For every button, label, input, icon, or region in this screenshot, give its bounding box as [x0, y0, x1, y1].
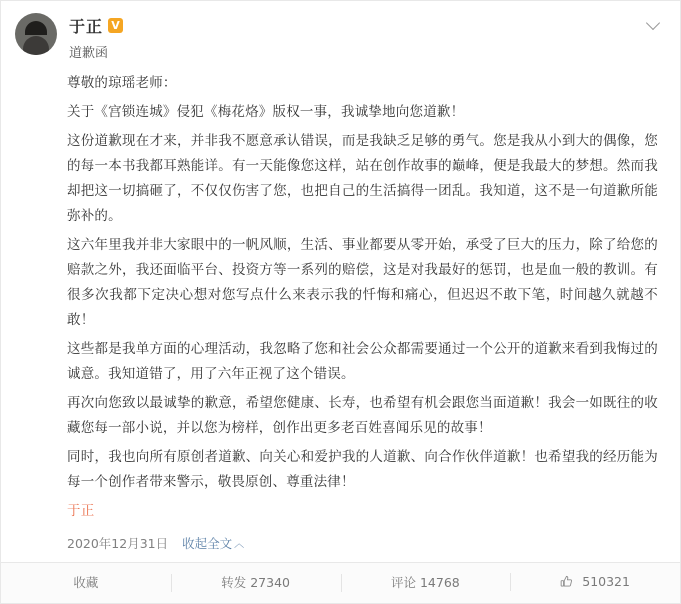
post-meta — [1, 528, 680, 552]
like-button[interactable] — [510, 562, 680, 604]
post-date: 2020年12月31日 — [67, 536, 169, 551]
repost-button[interactable] — [171, 563, 341, 603]
avatar[interactable] — [15, 13, 57, 55]
paragraph: 尊敬的琼瑶老师： — [67, 75, 177, 91]
author-nameline — [69, 14, 123, 36]
collect-label: 收藏 — [73, 575, 99, 590]
chevron-down-icon[interactable] — [646, 15, 662, 31]
collapse-text-button[interactable] — [182, 536, 244, 551]
comment-count: 14768 — [419, 575, 460, 590]
signature: 于正 — [67, 503, 95, 519]
paragraph: 再次向您致以最诚挚的歉意，希望您健康、长寿，也希望有机会跟您当面道歉！我会一如既往的收藏您每一部小说，并以您为榜样，创作出更多老百姓喜闻乐见的故事！ — [67, 395, 658, 436]
paragraph: 关于《宫锁连城》侵犯《梅花烙》版权一事，我诚挚地向您道歉！ — [67, 104, 465, 120]
thumbs-up-icon — [560, 564, 573, 604]
comment-button[interactable] — [341, 563, 511, 603]
avatar-hair — [25, 21, 47, 35]
repost-label: 转发 — [221, 575, 247, 590]
author-block — [69, 13, 123, 61]
paragraph: 这份道歉现在才来，并非我不愿意承认错误，而是我缺乏足够的勇气。您是我从小到大的偶像，您的每一本书我都耳熟能详。有一天能像您这样，站在创作故事的巅峰，便是我最大的梦想。然而我却把这一切搞砸了，不仅仅伤害了您，也把自己的生活搞得一团乱。我知道，这不是一句道歉所能弥补的。 — [67, 133, 658, 224]
paragraph: 这六年里我并非大家眼中的一帆风顺，生活、事业都要从零开始，承受了巨大的压力，除了给您的赔款之外，我还面临平台、投资方等一系列的赔偿，这是对我最好的惩罚，也是血一般的教训。有很多次我都下定决心想对您写点什么来表示我的忏悔和痛心，但迟迟不敢下笔，时间越久就越不敢！ — [67, 237, 658, 328]
collapse-label: 收起全文 — [182, 536, 233, 551]
caret-up-icon: ︿ — [234, 539, 245, 550]
post-subtitle: 道歉函 — [69, 46, 109, 61]
post-actions-bar — [1, 562, 680, 603]
author-name[interactable]: 于正 — [69, 16, 104, 36]
collect-button[interactable] — [1, 563, 171, 603]
like-count: 510321 — [582, 574, 630, 589]
avatar-face — [23, 36, 49, 55]
verified-badge-icon: V — [108, 18, 123, 33]
post-content — [1, 65, 680, 524]
post-header — [1, 1, 680, 65]
paragraph: 这些都是我单方面的心理活动，我忽略了您和社会公众都需要通过一个公开的道歉来看到我悔过的诚意。我知道错了，用了六年正视了这个错误。 — [67, 341, 658, 382]
paragraph: 同时，我也向所有原创者道歉、向关心和爱护我的人道歉、向合作伙伴道歉！也希望我的经历能为每一个创作者带来警示，敬畏原创、尊重法律！ — [67, 449, 658, 490]
comment-label: 评论 — [390, 575, 416, 590]
repost-count: 27340 — [250, 575, 290, 590]
